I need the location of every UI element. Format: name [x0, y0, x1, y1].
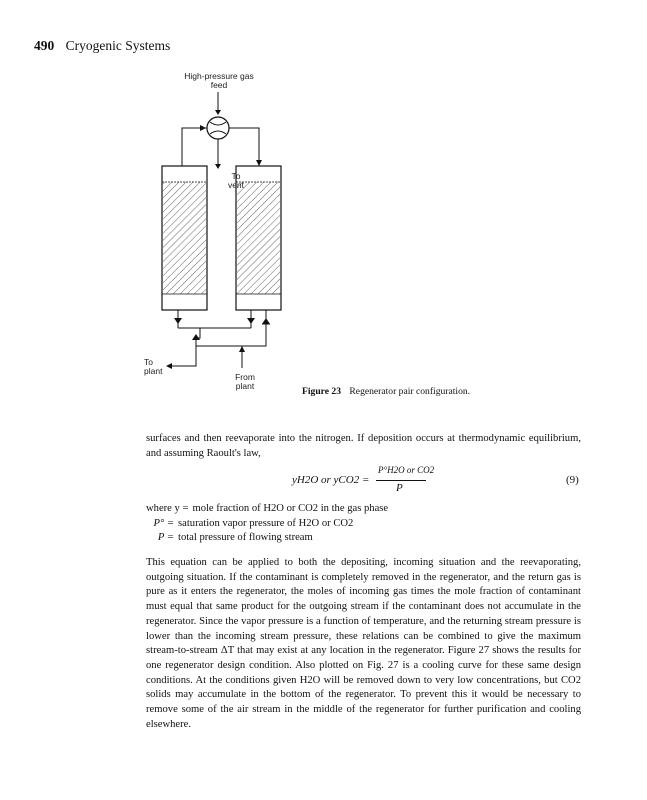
product-valve-icon — [192, 334, 200, 340]
page-number: 490 — [34, 38, 55, 53]
paragraph-1: surfaces and then reevaporate into the nitrogen. If deposition occurs at thermodynamic equilibrium, and assuming Raoult's law, — [146, 433, 581, 459]
vent-label: To vent — [227, 171, 245, 190]
left-pipe — [182, 128, 207, 166]
caption-text: Regenerator pair configuration. — [349, 386, 471, 397]
where-block — [146, 502, 388, 546]
where-row — [146, 531, 388, 546]
left-pipe-arrow — [200, 125, 206, 131]
equation-numerator: P°H2O or CO2 — [378, 465, 435, 475]
equation-denominator: P — [396, 482, 403, 494]
right-pipe — [229, 128, 259, 166]
right-packing — [237, 182, 280, 294]
where-sym: P = — [157, 532, 174, 544]
where-sym: P° = — [153, 517, 174, 529]
mid-right-valve-icon — [247, 318, 255, 324]
left-packing — [163, 182, 206, 294]
running-title: Cryogenic Systems — [65, 38, 171, 53]
from-plant-arrow — [239, 346, 245, 352]
caption-label: Figure 23 — [302, 386, 341, 397]
where-lead: where y = — [146, 503, 189, 514]
fraction-bar — [376, 480, 426, 481]
to-plant-pipe — [172, 346, 196, 366]
feed-arrowhead — [215, 110, 221, 115]
where-row — [146, 517, 388, 532]
where-row — [146, 502, 388, 517]
feed-label: High-pressure gas feed — [184, 71, 254, 90]
return-pipe — [196, 330, 266, 346]
where-def: mole fraction of H2O or CO2 in the gas phase — [192, 503, 389, 514]
paragraph-2: This equation can be applied to both the depositing, incoming situation and the reevaporating, outgoing situation. If the contaminant is completely removed in the regenerator, and the return gas is pure as it enters the regenerator, the moles of incoming gas times the mole fraction of contaminant must equal that same product for the outgoing stream if the contaminant does not accumulate in the regenerator. Since the vapor pressure is a function of temperature, and the returning stream pressure is lower than the incoming stream pressure, these relations can be combined to give the maximum stream-to-stream ΔT that may exist at any location in the regenerator. Figure 27 shows the results for one regenerator design condition. Also plotted on Fig. 27 is a cooling curve for these same design conditions. At the conditions given H2O will be removed down to very low concentrations, but CO2 solids may accumulate in the bottom of the regenerator. To prevent this it would be necessary to remove some of the air stream in the middle of the regenerator for further purification and cooling elsewhere. — [146, 557, 581, 730]
figure-caption — [302, 386, 470, 397]
where-def: saturation vapor pressure of H2O or CO2 — [178, 517, 354, 529]
to-plant-label: To plant — [144, 357, 163, 376]
vent-arrowhead — [215, 164, 221, 169]
right-pipe-arrow — [256, 160, 262, 166]
equation-number: (9) — [566, 474, 579, 486]
where-def: total pressure of flowing stream — [178, 532, 313, 544]
left-check-valve-icon — [174, 318, 182, 324]
from-plant-label: From plant — [235, 372, 255, 391]
equation-lhs: yH2O or yCO2 = — [292, 474, 370, 486]
switch-valve-icon — [207, 117, 229, 139]
right-check-valve-icon — [262, 318, 270, 324]
